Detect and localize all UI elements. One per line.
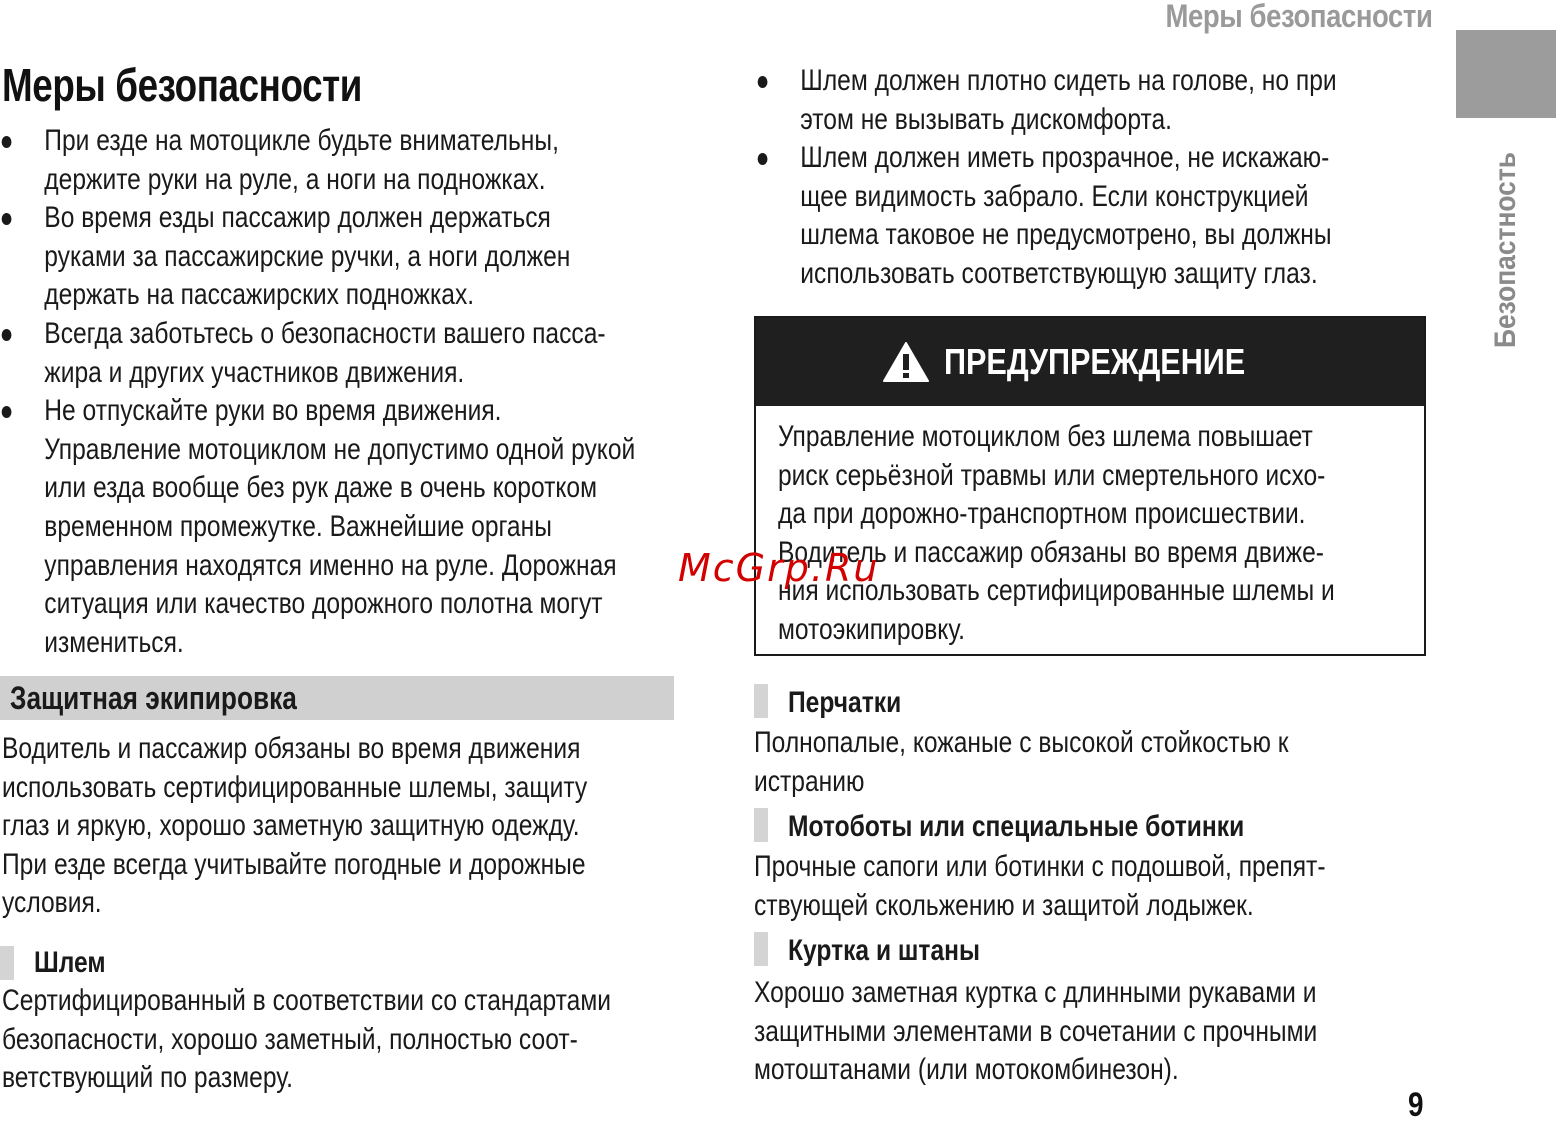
boots-paragraph: Прочные сапоги или ботинки с подошвой, препят- ствующей скольжению и защитой лодыжек.: [754, 850, 1326, 922]
bullet-dot-icon: [758, 76, 768, 88]
subheading-marker: [754, 808, 768, 842]
running-header-title: Меры безопасности: [1165, 0, 1432, 34]
helmet-paragraph: Сертифицированный в соответствии со стандартами безопасности, хорошо заметный, полностью соот- ветствующий по размеру.: [2, 984, 612, 1095]
bullet-item: Шлем должен иметь прозрачное, не искажаю- щее видимость забрало. Если конструкцией шлема таковое не предусмотрено, вы должны использовать соответствующую защиту глаз.: [756, 139, 1419, 293]
warning-header: [756, 318, 1424, 406]
subheading-marker: [754, 684, 768, 718]
warning-box: [754, 316, 1426, 656]
subheading-helmet: Шлем: [34, 946, 106, 979]
section-heading-protective: Защитная экипировка: [10, 680, 297, 716]
gloves-paragraph: Полнопалые, кожаные с высокой стойкостью к истранию: [754, 726, 1289, 798]
watermark: McGrp.Ru: [678, 546, 880, 590]
right-bullet-list: [756, 62, 1419, 294]
bullet-dot-icon: [2, 406, 12, 418]
section-tab-block: [1456, 30, 1556, 118]
page-title: Меры безопасности: [2, 59, 362, 111]
subheading-marker: [754, 932, 768, 966]
warning-body: Управление мотоциклом без шлема повышает риск серьёзной травмы или смертельного исхо- да при дорожно-транспортном происшествии. Водитель и пассажир обязаны во время движе- ния использовать сертифицированные шлемы и мотоэкипировку.: [778, 420, 1335, 646]
subheading-jacket: Куртка и штаны: [788, 934, 981, 967]
page-number: 9: [1408, 1086, 1424, 1124]
bullet-item: При езде на мотоцикле будьте внимательны, держите руки на руле, а ноги на подножках.: [0, 122, 702, 199]
subheading-gloves: Перчатки: [788, 686, 902, 719]
side-tab-label: Безопастность: [1489, 151, 1522, 349]
subheading-boots: Мотоботы или специальные ботинки: [788, 810, 1245, 843]
warning-title: ПРЕДУПРЕЖДЕНИЕ: [943, 341, 1246, 382]
bullet-dot-icon: [2, 329, 12, 341]
bullet-item: Во время езды пассажир должен держаться руками за пассажирские ручки, а ноги должен держать на пассажирских подножках.: [0, 199, 702, 315]
bullet-dot-icon: [2, 136, 12, 148]
bullet-dot-icon: [758, 153, 768, 165]
jacket-paragraph: Хорошо заметная куртка с длинными рукавами и защитными элементами в сочетании с прочными мотоштанами (или мотокомбинезон).: [754, 976, 1318, 1087]
warning-triangle-icon: [882, 341, 930, 383]
left-bullet-list: [0, 122, 702, 662]
bullet-dot-icon: [2, 213, 12, 225]
protective-paragraph: Водитель и пассажир обязаны во время движения использовать сертифицированные шлемы, защиту глаз и яркую, хорошо заметную защитную одежду. При езде всегда учитывайте погодные и дорожные условия.: [2, 732, 588, 920]
bullet-item: Всегда заботьтесь о безопасности вашего пасса- жира и других участников движения.: [0, 315, 702, 392]
subheading-marker: [0, 946, 14, 980]
bullet-item: Шлем должен плотно сидеть на голове, но при этом не вызывать дискомфорта.: [756, 62, 1419, 139]
bullet-item: Не отпускайте руки во время движения. Управление мотоциклом не допустимо одной рукой или езда вообще без рук даже в очень коротком временном промежутке. Важнейшие органы управления находятся именно на руле. Дорожная ситуация или качество дорожного полотна могут измениться.: [0, 392, 702, 662]
